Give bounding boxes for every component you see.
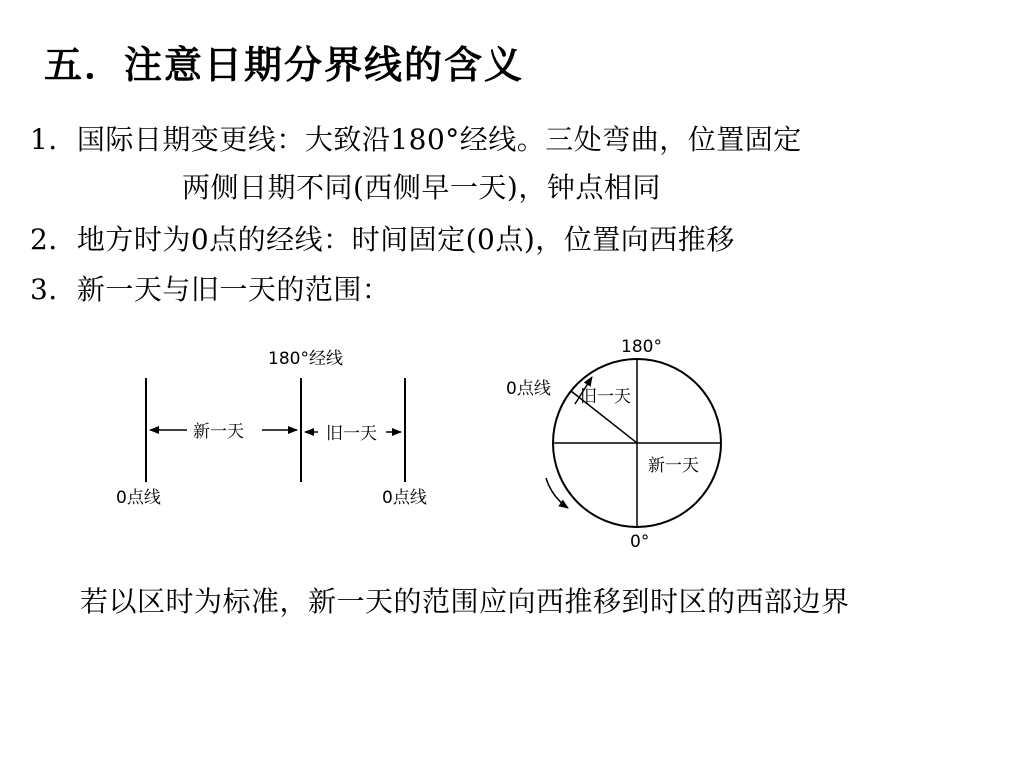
rotation-arrow — [546, 478, 568, 508]
zero-line-right-label: 0点线 — [382, 488, 427, 508]
linear-diagram — [116, 349, 427, 508]
conclusion: 若以区时为标准，新一天的范围应向西推移到时区的西部边界 — [80, 585, 850, 618]
circle-new-day-label: 新一天 — [648, 456, 699, 476]
circle-old-day-label: 旧一天 — [580, 387, 631, 407]
point-1-line-1: 1．国际日期变更线：大致沿180°经线。三处弯曲，位置固定 — [30, 123, 802, 156]
circle-zero-line-label: 0点线 — [506, 379, 551, 399]
top-180-label: 180° — [621, 337, 662, 357]
old-day-label: 旧一天 — [326, 424, 377, 444]
page-title: 五．注意日期分界线的含义 — [44, 43, 525, 87]
circle-diagram — [506, 337, 721, 552]
meridian-180-label: 180°经线 — [268, 349, 343, 369]
bottom-0-label: 0° — [630, 532, 650, 552]
point-2: 2．地方时为0点的经线：时间固定(0点)，位置向西推移 — [30, 223, 735, 256]
new-day-label: 新一天 — [193, 422, 244, 442]
zero-line-left-label: 0点线 — [116, 488, 161, 508]
point-3: 3．新一天与旧一天的范围： — [30, 273, 391, 306]
point-1-line-2: 两侧日期不同(西侧早一天)，钟点相同 — [182, 171, 661, 204]
